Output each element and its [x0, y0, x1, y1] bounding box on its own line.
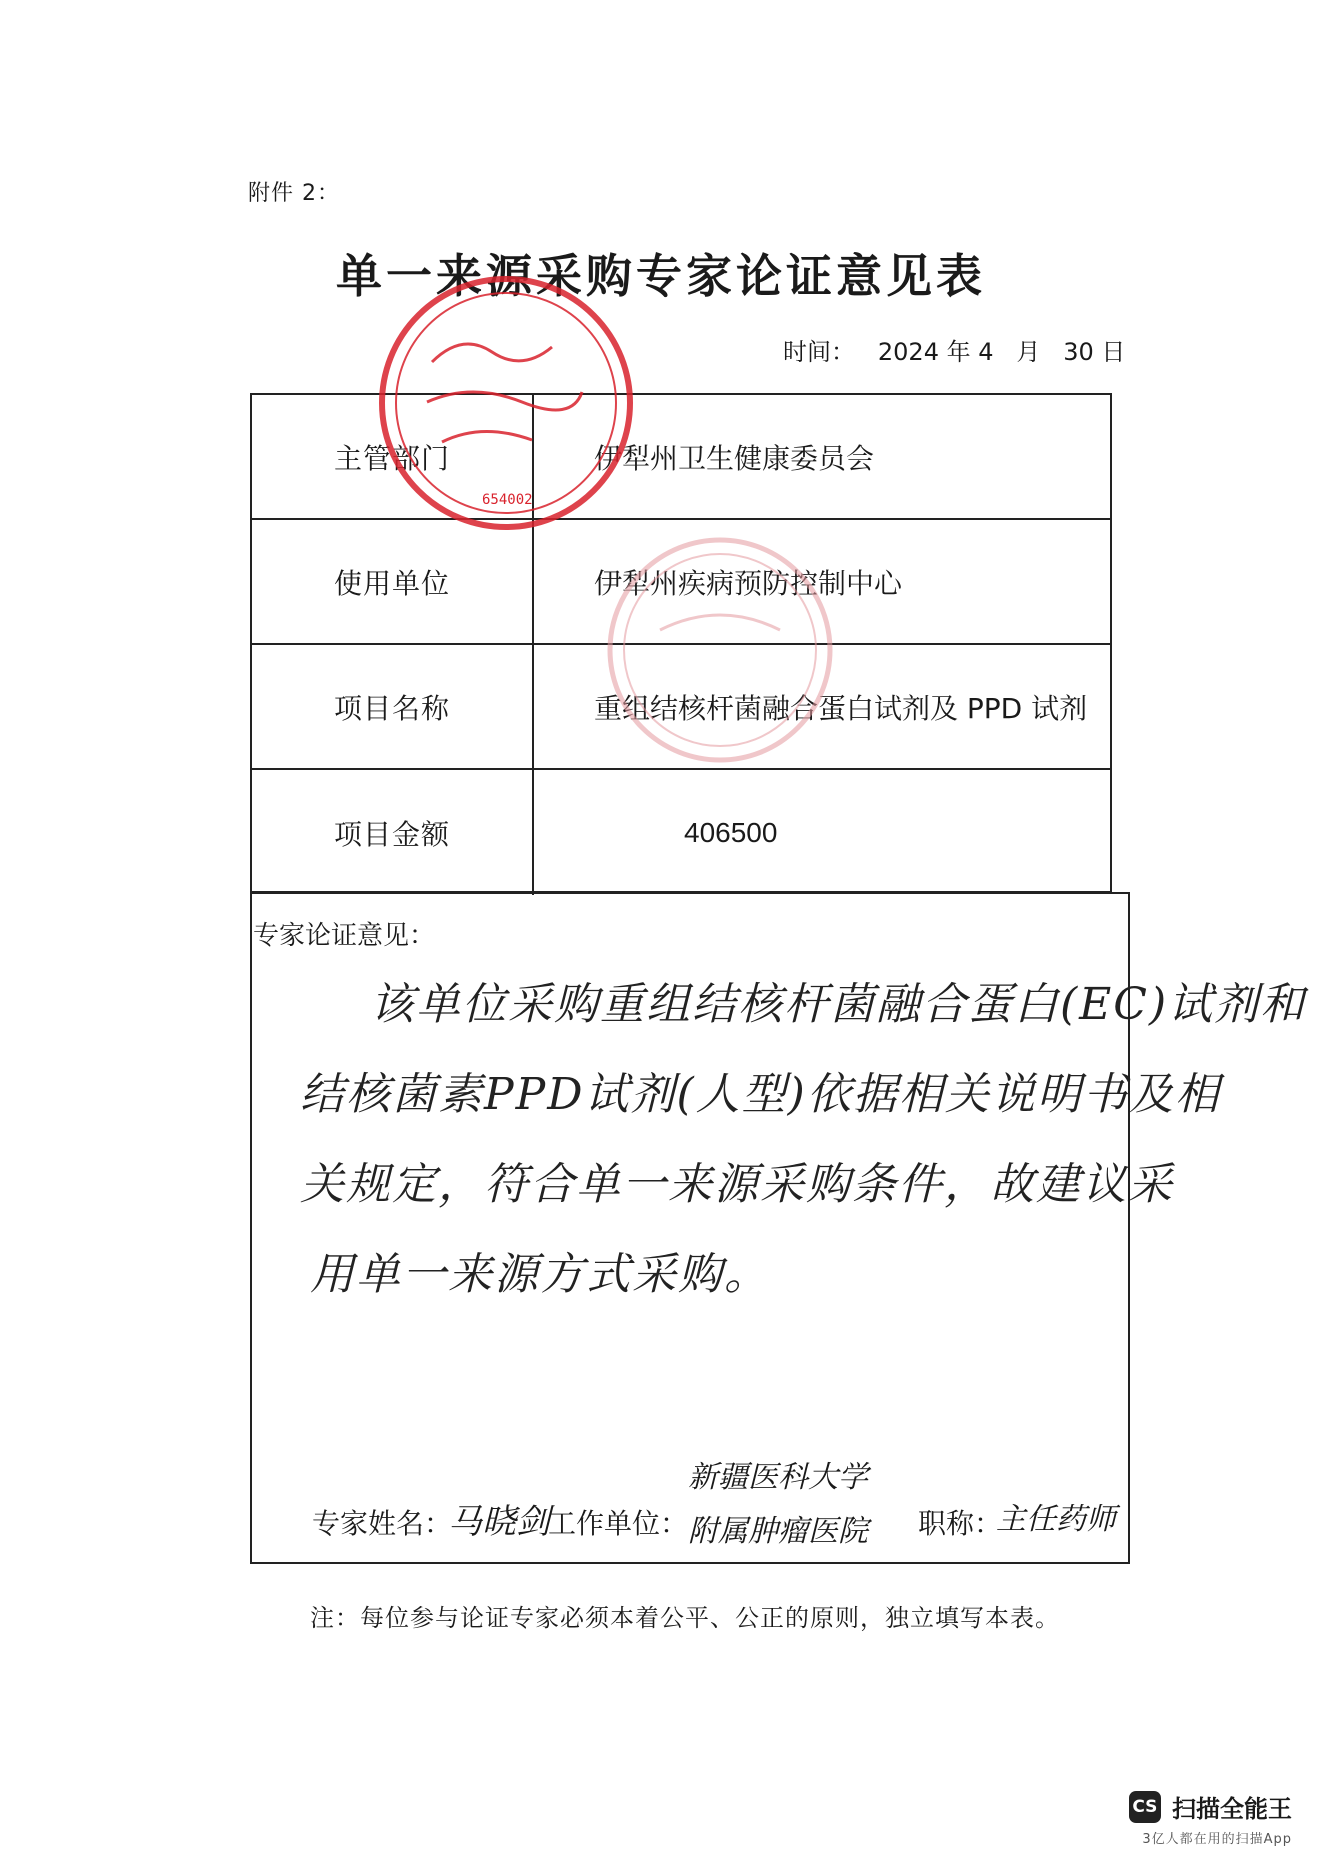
row-label-department: 主管部门 [252, 395, 534, 518]
expert-name-label: 专家姓名： [312, 1507, 453, 1540]
opinion-line: 用单一来源方式采购。 [310, 1249, 770, 1300]
work-unit-label: 工作单位： [548, 1507, 689, 1540]
scanner-tagline: 3亿人都在用的扫描App [1142, 1832, 1292, 1847]
date-line: 时间： 2024 年 4 月 30 日 [783, 338, 1126, 366]
row-value-amount: 406500 [684, 816, 778, 848]
job-title-signature: 主任药师 [996, 1502, 1116, 1537]
opinion-line: 该单位采购重组结核杆菌融合蛋白(EC)试剂和 [370, 979, 1307, 1030]
table-row [252, 520, 1110, 645]
page-title: 单一来源采购专家论证意见表 [336, 249, 986, 303]
job-title-label: 职称： [918, 1507, 1003, 1540]
opinion-heading: 专家论证意见： [253, 921, 436, 951]
expert-name-signature: 马晓剑 [448, 1502, 550, 1542]
info-table [250, 393, 1112, 893]
table-row [252, 645, 1110, 770]
scanner-watermark [1129, 1789, 1292, 1847]
row-value-user-unit: 伊犁州疾病预防控制中心 [594, 566, 903, 600]
footnote: 注：每位参与论证专家必须本着公平、公正的原则，独立填写本表。 [310, 1604, 1060, 1632]
scanner-logo-icon: CS [1129, 1791, 1161, 1823]
row-label-user-unit: 使用单位 [252, 520, 534, 643]
opinion-line: 关规定，符合单一来源采购条件，故建议采 [300, 1159, 1174, 1210]
table-row [252, 395, 1110, 520]
work-unit-line2: 附属肿瘤医院 [688, 1514, 868, 1549]
table-row [252, 770, 1110, 895]
row-label-project-name: 项目名称 [252, 645, 534, 768]
seal-number: 654002 [482, 492, 533, 508]
scanner-app-name: 扫描全能王 [1172, 1795, 1292, 1823]
attachment-label: 附件 2： [248, 181, 340, 206]
row-label-amount: 项目金额 [252, 770, 534, 895]
work-unit-line1: 新疆医科大学 [688, 1460, 868, 1495]
row-value-project-name: 重组结核杆菌融合蛋白试剂及 PPD 试剂 [594, 691, 1088, 725]
seal-script-mark [432, 344, 552, 362]
row-value-department: 伊犁州卫生健康委员会 [594, 441, 875, 475]
opinion-line: 结核菌素PPD试剂(人型)依据相关说明书及相 [300, 1069, 1221, 1120]
